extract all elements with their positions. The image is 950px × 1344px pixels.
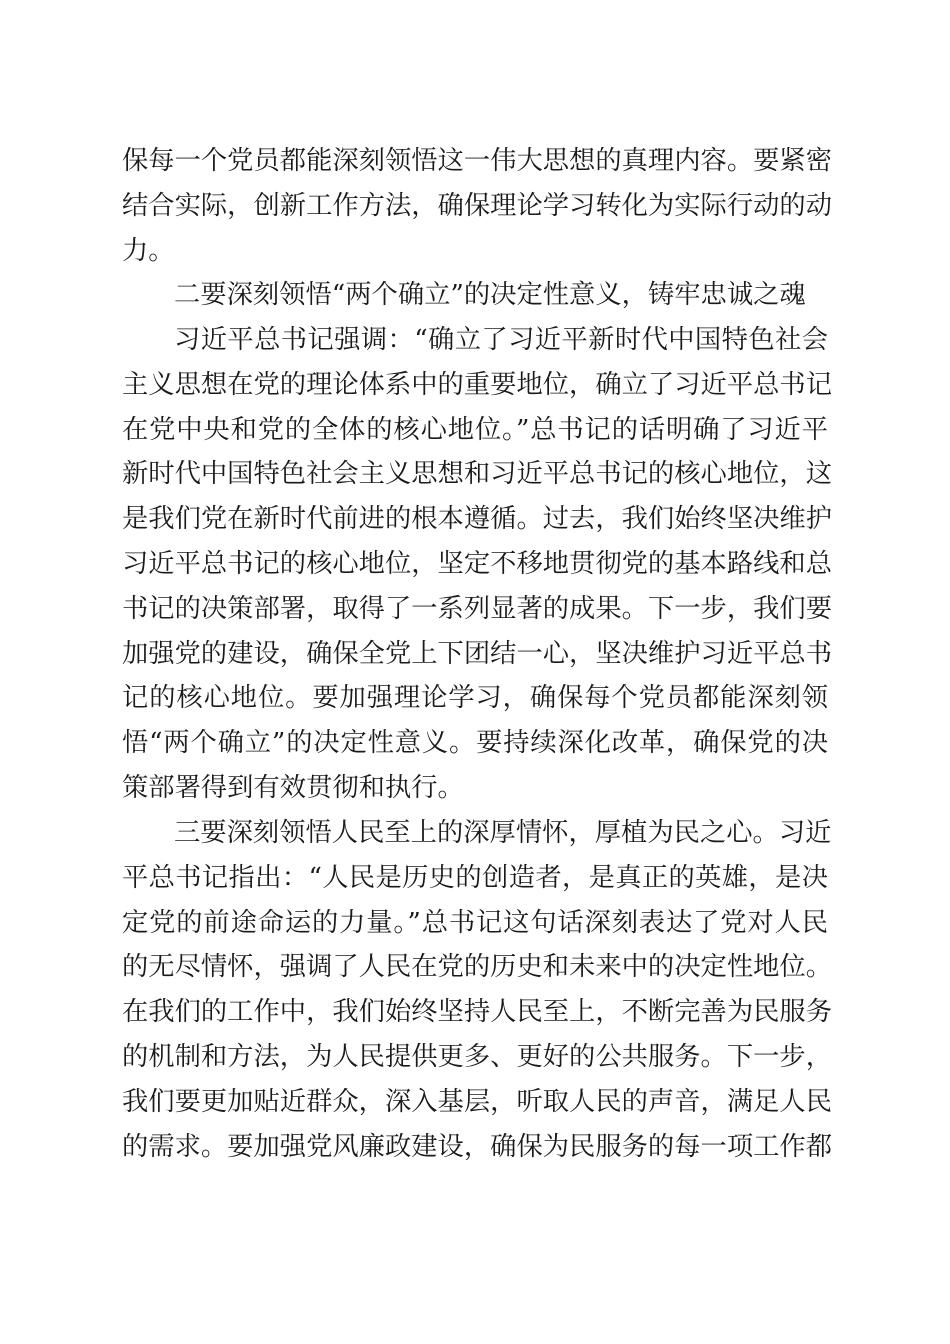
text-line: 结合实际，创新工作方法，确保理论学习转化为实际行动的动 (122, 190, 833, 221)
text-line: 加强党的建设，确保全党上下团结一心，坚决维护习近平总书 (122, 638, 833, 669)
paragraph-1 (122, 139, 833, 273)
text-line: 定党的前途命运的力量。”总书记这句话深刻表达了党对人民 (122, 907, 828, 938)
text-line: 习近平总书记强调：“确立了习近平新时代中国特色社会 (174, 325, 828, 355)
text-line: 主义思想在党的理论体系中的重要地位，确立了习近平总书记 (122, 369, 833, 400)
text-line: 书记的决策部署，取得了一系列显著的成果。下一步，我们要 (122, 593, 833, 624)
text-line: 是我们党在新时代前进的根本遵循。过去，我们始终坚决维护 (122, 504, 833, 535)
paragraph-4 (122, 811, 833, 1169)
text-line: 在党中央和党的全体的核心地位。”总书记的话明确了习近平 (122, 414, 828, 445)
section-heading-2 (122, 273, 828, 318)
text-line: 的需求。要加强党风廉政建设，确保为民服务的每一项工作都 (122, 1131, 833, 1162)
text-line: 保每一个党员都能深刻领悟这一伟大思想的真理内容。要紧密 (122, 146, 833, 176)
text-line: 的无尽情怀，强调了人民在党的历史和未来中的决定性地位。 (122, 952, 833, 983)
heading-line: 二要深刻领悟“两个确立”的决定性意义，铸牢忠诚之魂 (174, 280, 806, 310)
text-line: 习近平总书记的核心地位，坚定不移地贯彻党的基本路线和总 (122, 548, 833, 579)
text-line: 三要深刻领悟人民至上的深厚情怀，厚植为民之心。习近 (174, 818, 832, 848)
text-line: 策部署得到有效贯彻和执行。 (122, 772, 464, 803)
text-line: 新时代中国特色社会主义思想和习近平总书记的核心地位，这 (122, 459, 833, 490)
text-line: 悟“两个确立”的决定性意义。要持续深化改革，确保党的决 (122, 728, 828, 759)
text-line: 我们要更加贴近群众，深入基层，听取人民的声音，满足人民 (122, 1086, 833, 1117)
text-line: 力。 (122, 235, 175, 266)
text-line: 的机制和方法，为人民提供更多、更好的公共服务。下一步， (122, 1041, 833, 1072)
paragraph-3 (122, 318, 833, 811)
text-line: 在我们的工作中，我们始终坚持人民至上，不断完善为民服务 (122, 997, 833, 1028)
text-line: 记的核心地位。要加强理论学习，确保每个党员都能深刻领 (122, 683, 828, 714)
text-line: 平总书记指出：“人民是历史的创造者，是真正的英雄，是决 (122, 862, 828, 893)
